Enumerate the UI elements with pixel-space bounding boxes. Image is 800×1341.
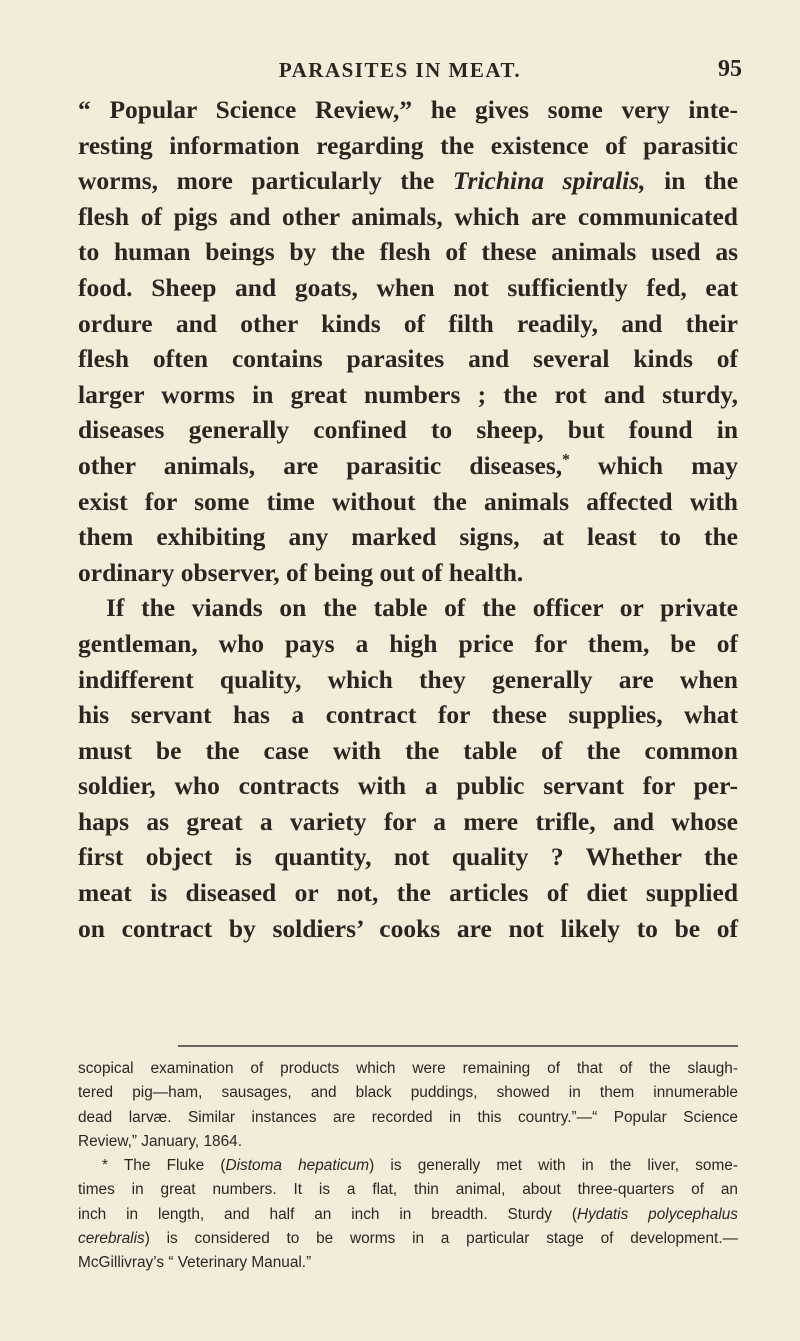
text-segment: which may <box>569 450 738 480</box>
text-line: ordinary observer, of being out of health. <box>78 557 524 587</box>
main-text <box>78 92 738 946</box>
text-line: If the viands on the table of the officer or private <box>106 593 738 623</box>
text-line: “ Popular Science Review,” he gives some very inte- <box>78 95 738 124</box>
text-line: haps as great a variety for a mere trifle, and whose <box>78 806 738 836</box>
text-line: to human beings by the flesh of these animals used as <box>78 237 738 267</box>
footnote-line <box>78 1203 738 1227</box>
running-head: PARASITES IN MEAT. <box>278 58 522 82</box>
text-line: flesh often contains parasites and several kinds of <box>78 344 738 374</box>
text-line <box>78 163 738 199</box>
text-line: soldier, who contracts with a public servant for per- <box>78 771 738 801</box>
footnote-line <box>78 1154 738 1178</box>
text-line: first object is quantity, not quality ? Whether the <box>78 842 738 872</box>
text-segment: other animals, are parasitic diseases, <box>78 450 563 480</box>
text-line: must be the case with the table of the common <box>78 735 738 765</box>
footnote-line: dead larvæ. Similar instances are recorded in this country.”—“ Popular Science <box>78 1108 738 1126</box>
page-number: 95 <box>718 56 742 82</box>
italic-species-name: Hydatis polycephalus <box>576 1205 738 1223</box>
text-line: gentleman, who pays a high price for them, be of <box>78 628 738 658</box>
text-line: ordure and other kinds of filth readily, and their <box>78 308 738 338</box>
footnote-line <box>78 1227 738 1251</box>
footnote-line: times in great numbers. It is a flat, thin animal, about three-quarters of an <box>78 1181 738 1199</box>
text-segment: ) is considered to be worms in a particular stage of development.— <box>144 1230 738 1248</box>
paragraph-1 <box>78 92 738 590</box>
footnote-fluke <box>78 1154 738 1275</box>
text-line <box>78 448 738 484</box>
text-line: indifferent quality, which they generally are when <box>78 664 738 694</box>
text-line: on contract by soldiers’ cooks are not likely to be of <box>78 913 738 943</box>
italic-species-name: cerebralis <box>78 1230 145 1248</box>
paragraph-2 <box>78 590 738 946</box>
text-line: meat is diseased or not, the articles of diet supplied <box>78 878 738 908</box>
text-line: larger worms in great numbers ; the rot and sturdy, <box>78 379 738 409</box>
text-line: diseases generally confined to sheep, but found in <box>78 415 738 445</box>
text-line: them exhibiting any marked signs, at least to the <box>78 522 738 552</box>
text-segment: inch in length, and half an inch in breadth. Sturdy ( <box>78 1205 577 1223</box>
footnote-line: Review,” January, 1864. <box>78 1132 242 1150</box>
italic-species-name: Trichina spiralis, <box>452 166 646 196</box>
text-line: food. Sheep and goats, when not sufficiently fed, eat <box>78 272 738 302</box>
page-header <box>0 56 800 86</box>
footnotes <box>78 1057 738 1276</box>
footnote-marker: * <box>562 451 570 469</box>
footnote-line: scopical examination of products which were remaining of that of the slaugh- <box>78 1060 738 1077</box>
text-segment: in the <box>645 166 739 196</box>
text-segment: ) is generally met with in the liver, some- <box>369 1157 738 1175</box>
text-line: flesh of pigs and other animals, which are communicated <box>78 201 738 231</box>
text-segment: * The Fluke ( <box>102 1157 226 1175</box>
text-line: his servant has a contract for these supplies, what <box>78 700 738 730</box>
footnote-divider <box>178 1045 738 1047</box>
text-line: exist for some time without the animals affected with <box>78 486 738 516</box>
footnote-continued <box>78 1057 738 1154</box>
text-segment: worms, more particularly the <box>78 166 435 196</box>
italic-species-name: Distoma hepaticum <box>225 1157 370 1175</box>
footnote-line: tered pig—ham, sausages, and black puddings, showed in them innumerable <box>78 1084 738 1102</box>
text-line: resting information regarding the existence of parasitic <box>78 130 738 160</box>
footnote-line: McGillivray’s “ Veterinary Manual.” <box>78 1254 312 1272</box>
